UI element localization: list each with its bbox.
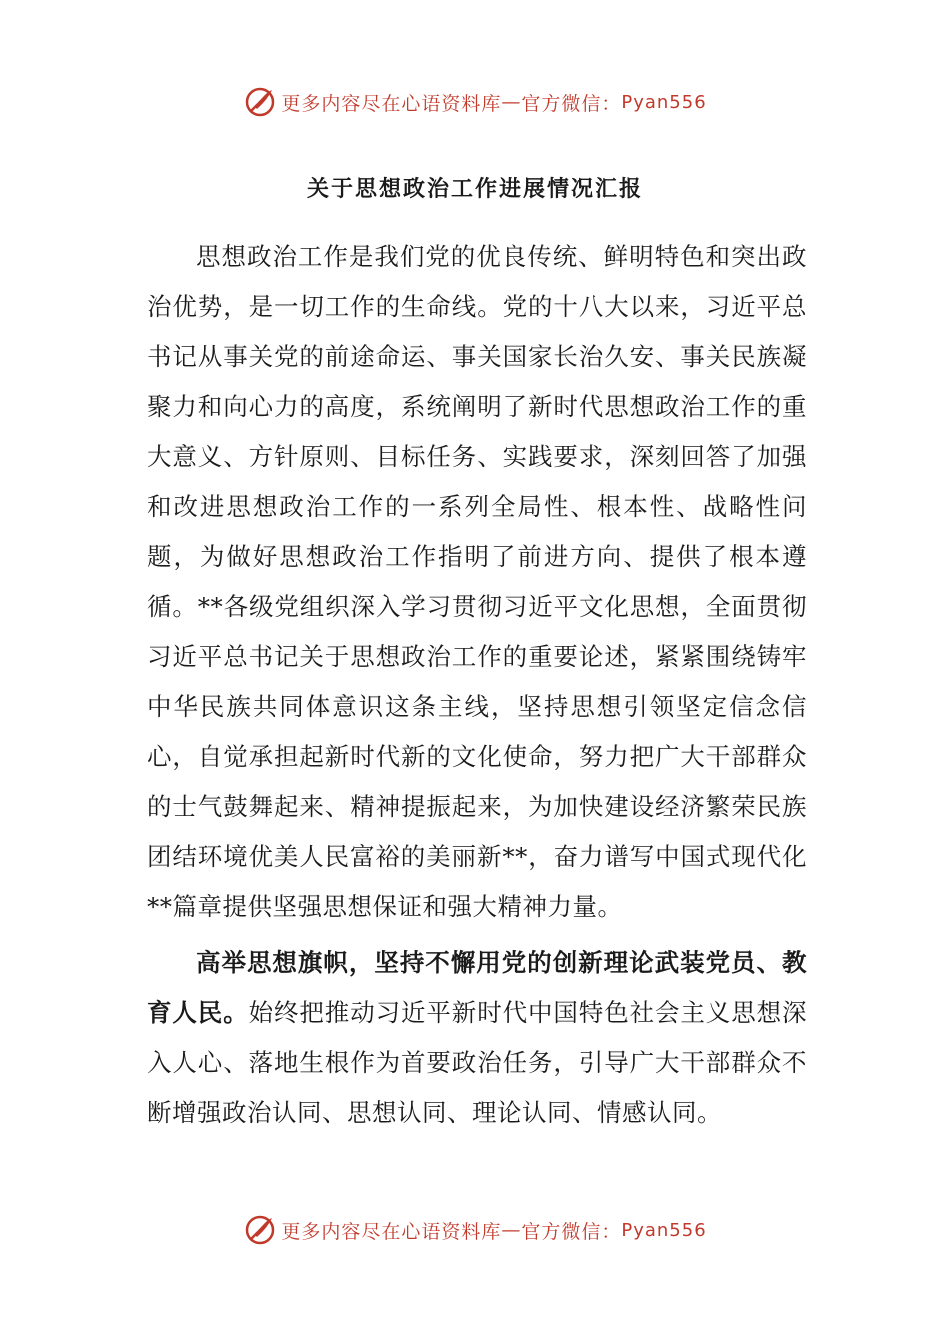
banner-dash: — [501,91,522,113]
paragraph-1-text: 思想政治工作是我们党的优良传统、鲜明特色和突出政治优势，是一切工作的生命线。党的十八大以来，习近平总书记从事关党的前途命运、事关国家长治久安、事关民族凝聚力和向心力的高度，系统阐明了新时代思想政治工作的重大意义、方针原则、目标任务、实践要求，深刻回答了加强和改进思想政治工作的一系列全局性、根本性、战略性问题，为做好思想政治工作指明了前进方向、提供了根本遵循。**各级党组织深入学习贯彻习近平文化思想，全面贯彻习近平总书记关于思想政治工作的重要论述，紧紧围绕铸牢中华民族共同体意识这条主线，坚持思想引领坚定信念信心，自觉承担起新时代新的文化使命，努力把广大干部群众的士气鼓舞起来、精神提振起来，为加快建设经济繁荣民族团结环境优美人民富裕的美丽新**，奋力谱写中国式现代化**篇章提供坚强思想保证和强大精神力量。 [147,242,807,921]
banner-text: 更多内容尽在心语资料库 [281,1220,502,1243]
banner-wechat-id: Pyan556 [621,1219,707,1241]
paragraph-1 [147,232,807,932]
banner-dash: — [501,1219,522,1241]
banner-wechat-label: 官方微信： [521,92,622,115]
document-body [147,232,807,1138]
banner-wechat-id: Pyan556 [621,91,707,113]
quill-logo-icon [243,1213,277,1247]
paragraph-2-lead: 高举思想旗帜，坚持不懈用党的创新理论武装党员、教育人民。 [147,948,807,1027]
paragraph-2-text: 始终把推动习近平新时代中国特色社会主义思想深入人心、落地生根作为首要政治任务，引导广大干部群众不断增强政治认同、思想认同、理论认同、情感认同。 [147,998,808,1127]
banner-wechat-label: 官方微信： [521,1220,622,1243]
banner-text: 更多内容尽在心语资料库 [281,92,502,115]
watermark-banner-bottom [0,1210,950,1250]
paragraph-2 [147,938,807,1138]
watermark-banner-top [0,82,950,122]
quill-logo-icon [243,85,277,119]
document-title: 关于思想政治工作进展情况汇报 [306,176,643,202]
